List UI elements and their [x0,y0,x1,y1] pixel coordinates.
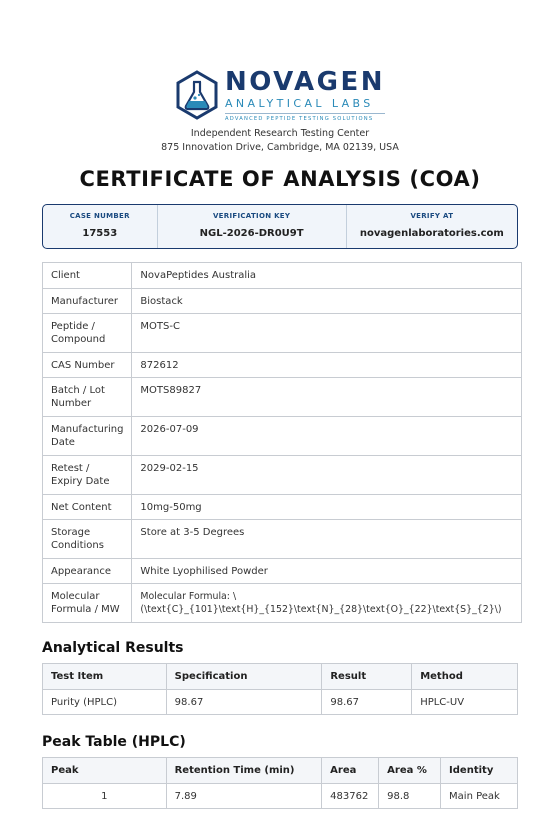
case-number-label: CASE NUMBER [69,212,130,220]
column-header: Result [322,664,412,690]
column-header: Method [412,664,518,690]
center-address: 875 Innovation Drive, Cambridge, MA 02139, USA [161,142,399,153]
table-cell: 98.67 [166,690,322,715]
case-number-cell [43,205,158,248]
analytical-results-table [42,663,518,715]
info-value [132,584,522,623]
formula-line-1: Molecular Formula: \ [140,591,237,602]
info-label: Manufacturing Date [43,417,132,456]
info-value: MOTS-C [132,314,522,353]
info-label: CAS Number [43,353,132,378]
column-header: Peak [43,758,167,784]
table-row [43,520,522,559]
table-cell: 98.8 [379,784,441,809]
table-cell: 1 [43,784,167,809]
verify-at-link[interactable]: novagenlaboratories.com [359,228,504,239]
document-title: CERTIFICATE OF ANALYSIS (COA) [79,167,481,191]
verify-at-label: VERIFY AT [410,212,454,220]
table-header-row [43,758,518,784]
table-row [43,690,518,715]
lab-header [0,68,560,123]
info-label: Manufacturer [43,289,132,314]
info-value: Store at 3-5 Degrees [132,520,522,559]
info-value: 2029-02-15 [132,456,522,495]
table-cell: 98.67 [322,690,412,715]
brand-tagline: ADVANCED PEPTIDE TESTING SOLUTIONS [224,116,374,122]
column-header: Area [322,758,379,784]
table-cell: 483762 [322,784,379,809]
info-label: Appearance [43,559,132,584]
peak-table-title: Peak Table (HPLC) [42,734,186,750]
brand-name: NOVAGEN [224,67,385,97]
table-row [43,495,522,520]
info-value: 872612 [132,353,522,378]
info-label: Peptide / Compound [43,314,132,353]
table-row [43,353,522,378]
analytical-results-title: Analytical Results [42,640,184,656]
info-value: MOTS89827 [132,378,522,417]
logo [0,68,560,123]
info-label: Retest / Expiry Date [43,456,132,495]
info-label: Batch / Lot Number [43,378,132,417]
table-row [43,559,522,584]
verify-at-cell [347,205,517,248]
table-row [43,584,522,623]
table-row [43,314,522,353]
table-row [43,289,522,314]
info-label: Client [43,263,132,289]
column-header: Retention Time (min) [166,758,322,784]
table-row [43,417,522,456]
verification-key-cell [158,205,347,248]
column-header: Identity [441,758,518,784]
formula-line-2: (\text{C}_{101}\text{H}_{152}\text{N}_{28}\text{O}_{22}\text{S}_{2}\) [140,604,502,615]
info-value: Biostack [132,289,522,314]
brand-subtitle: ANALYTICAL LABS [224,97,374,110]
table-row [43,784,518,809]
case-number-value: 17553 [82,228,118,239]
case-meta-box [42,204,518,249]
center-name: Independent Research Testing Center [190,128,370,139]
column-header: Area % [379,758,441,784]
column-header: Test Item [43,664,167,690]
table-cell: Purity (HPLC) [43,690,167,715]
verification-key-value: NGL-2026-DR0U9T [199,228,304,239]
peak-table [42,757,518,809]
table-cell: HPLC-UV [412,690,518,715]
table-header-row [43,664,518,690]
table-cell: Main Peak [441,784,518,809]
info-label: Net Content [43,495,132,520]
table-row [43,263,522,289]
column-header: Specification [166,664,322,690]
info-value: 2026-07-09 [132,417,522,456]
brand-divider [225,113,385,114]
info-value: NovaPeptides Australia [132,263,522,289]
table-row [43,378,522,417]
info-value: 10mg-50mg [132,495,522,520]
info-value: White Lyophilised Powder [132,559,522,584]
info-label: Storage Conditions [43,520,132,559]
verification-key-label: VERIFICATION KEY [212,212,291,220]
info-label: Molecular Formula / MW [43,584,132,623]
table-row [43,456,522,495]
product-info-table [42,262,522,623]
flask-hexagon-icon [175,70,219,120]
table-cell: 7.89 [166,784,322,809]
